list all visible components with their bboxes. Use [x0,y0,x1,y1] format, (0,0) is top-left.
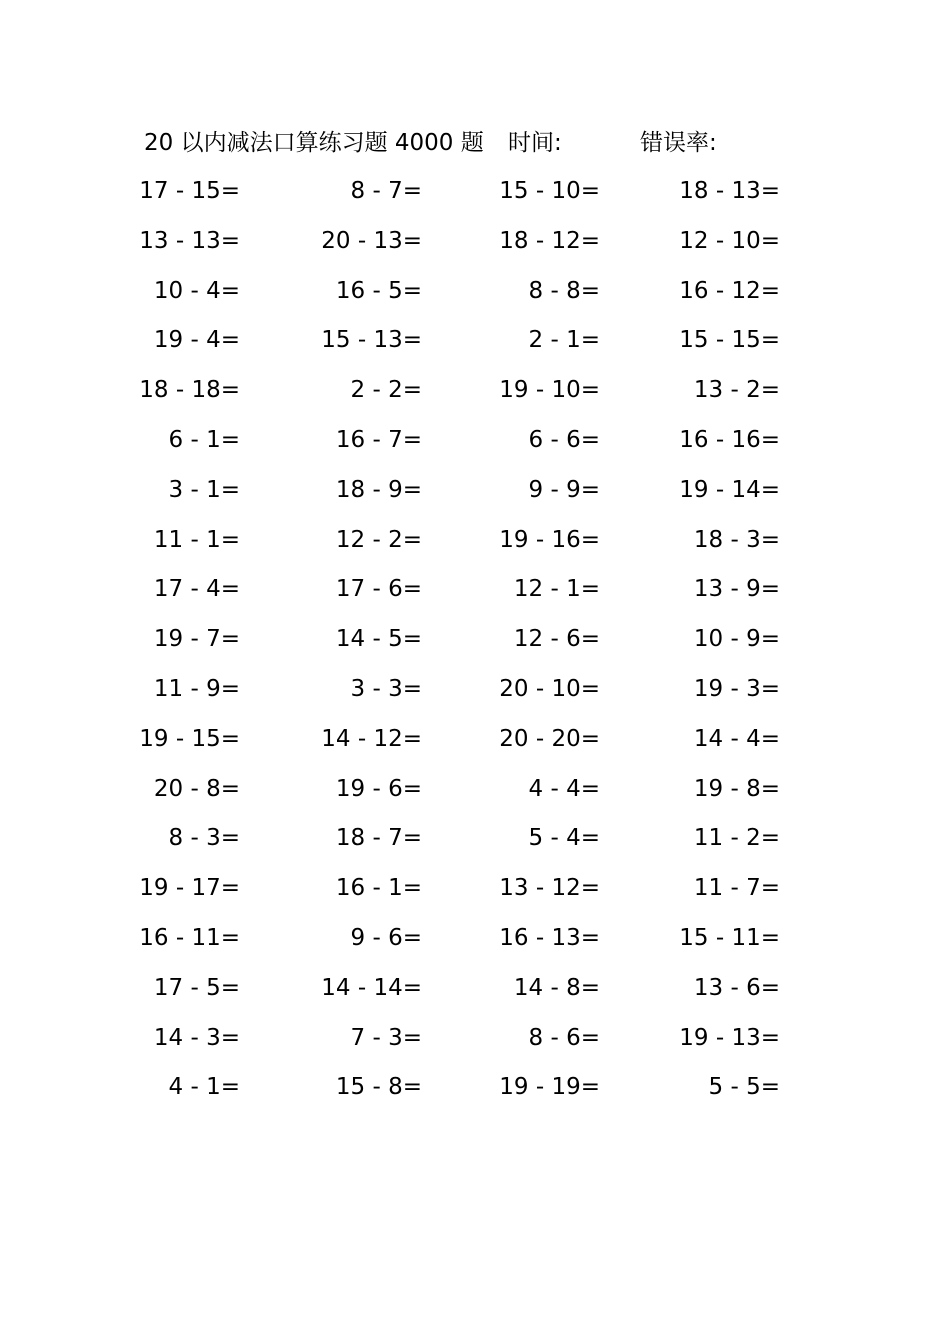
problem-cell: 18 - 13= [679,178,780,204]
problem-cell: 19 - 13= [679,1024,780,1051]
problem-cell: 8 - 8= [528,277,600,304]
problem-cell: 12 - 6= [513,626,600,653]
worksheet-header [144,126,844,160]
problem-cell: 19 - 4= [153,327,240,354]
problem-cell: 19 - 19= [499,1074,600,1101]
problem-cell: 3 - 1= [168,476,240,503]
problem-cell: 8 - 6= [528,1024,600,1051]
problem-cell: 2 - 2= [350,377,422,404]
problem-cell: 14 - 4= [693,725,780,752]
problem-cell: 16 - 11= [139,924,240,951]
problem-cell: 20 - 8= [153,775,240,802]
problem-row [0,174,950,224]
problem-cell: 4 - 4= [528,775,600,802]
problem-row [0,224,950,274]
problem-cell: 15 - 13= [321,327,422,354]
problem-cell: 14 - 8= [513,974,600,1001]
problem-cell: 8 - 7= [350,178,422,204]
problem-cell: 14 - 14= [321,974,422,1001]
problem-cell: 18 - 7= [335,825,422,852]
problem-row [0,323,950,373]
problem-row [0,672,950,722]
problem-cell: 9 - 9= [528,476,600,503]
problem-cell: 15 - 10= [499,178,600,204]
problem-cell: 16 - 7= [335,426,422,453]
problem-cell: 18 - 9= [335,476,422,503]
problem-row [0,772,950,822]
problem-cell: 5 - 4= [528,825,600,852]
problem-cell: 16 - 16= [679,426,780,453]
time-label: 时间: [508,130,562,156]
problem-cell: 20 - 13= [321,227,422,254]
problem-cell: 9 - 6= [350,924,422,951]
problem-cell: 16 - 5= [335,277,422,304]
problem-cell: 19 - 14= [679,476,780,503]
problem-cell: 4 - 1= [168,1074,240,1101]
problem-row [0,274,950,324]
problem-row [0,1021,950,1071]
problem-cell: 14 - 5= [335,626,422,653]
problem-cell: 17 - 4= [153,576,240,603]
problem-row [0,722,950,772]
problem-cell: 17 - 6= [335,576,422,603]
problem-cell: 10 - 4= [153,277,240,304]
problem-cell: 11 - 7= [693,875,780,902]
problem-grid [0,174,950,1120]
problem-cell: 12 - 2= [335,526,422,553]
problem-cell: 13 - 13= [139,227,240,254]
problem-cell: 12 - 10= [679,227,780,254]
problem-cell: 11 - 1= [153,526,240,553]
problem-cell: 13 - 6= [693,974,780,1001]
problem-cell: 20 - 10= [499,675,600,702]
problem-cell: 14 - 3= [153,1024,240,1051]
problem-row [0,473,950,523]
problem-cell: 14 - 12= [321,725,422,752]
problem-cell: 19 - 15= [139,725,240,752]
problem-row [0,423,950,473]
problem-row [0,523,950,573]
problem-cell: 19 - 3= [693,675,780,702]
problem-cell: 16 - 13= [499,924,600,951]
problem-cell: 13 - 12= [499,875,600,902]
problem-cell: 15 - 15= [679,327,780,354]
problem-cell: 19 - 16= [499,526,600,553]
problem-row [0,821,950,871]
problem-cell: 20 - 20= [499,725,600,752]
problem-row [0,1070,950,1120]
error-rate-label: 错误率: [640,130,717,156]
problem-cell: 15 - 8= [335,1074,422,1101]
problem-cell: 2 - 1= [528,327,600,354]
problem-cell: 18 - 18= [139,377,240,404]
problem-cell: 18 - 12= [499,227,600,254]
problem-cell: 12 - 1= [513,576,600,603]
problem-cell: 6 - 1= [168,426,240,453]
problem-cell: 11 - 2= [693,825,780,852]
problem-cell: 15 - 11= [679,924,780,951]
problem-cell: 11 - 9= [153,675,240,702]
problem-cell: 19 - 10= [499,377,600,404]
problem-cell: 17 - 15= [139,178,240,204]
problem-cell: 7 - 3= [350,1024,422,1051]
worksheet-title: 20 以内减法口算练习题 4000 题 [144,130,484,156]
problem-cell: 13 - 9= [693,576,780,603]
problem-cell: 17 - 5= [153,974,240,1001]
problem-cell: 3 - 3= [350,675,422,702]
problem-row [0,871,950,921]
problem-cell: 6 - 6= [528,426,600,453]
problem-cell: 18 - 3= [693,526,780,553]
problem-cell: 10 - 9= [693,626,780,653]
problem-row [0,572,950,622]
problem-cell: 16 - 12= [679,277,780,304]
problem-row [0,622,950,672]
problem-cell: 19 - 7= [153,626,240,653]
problem-cell: 16 - 1= [335,875,422,902]
problem-row [0,971,950,1021]
problem-row [0,921,950,971]
problem-cell: 19 - 6= [335,775,422,802]
problem-cell: 19 - 8= [693,775,780,802]
problem-cell: 19 - 17= [139,875,240,902]
problem-cell: 8 - 3= [168,825,240,852]
problem-row [0,373,950,423]
problem-cell: 13 - 2= [693,377,780,404]
problem-cell: 5 - 5= [708,1074,780,1101]
